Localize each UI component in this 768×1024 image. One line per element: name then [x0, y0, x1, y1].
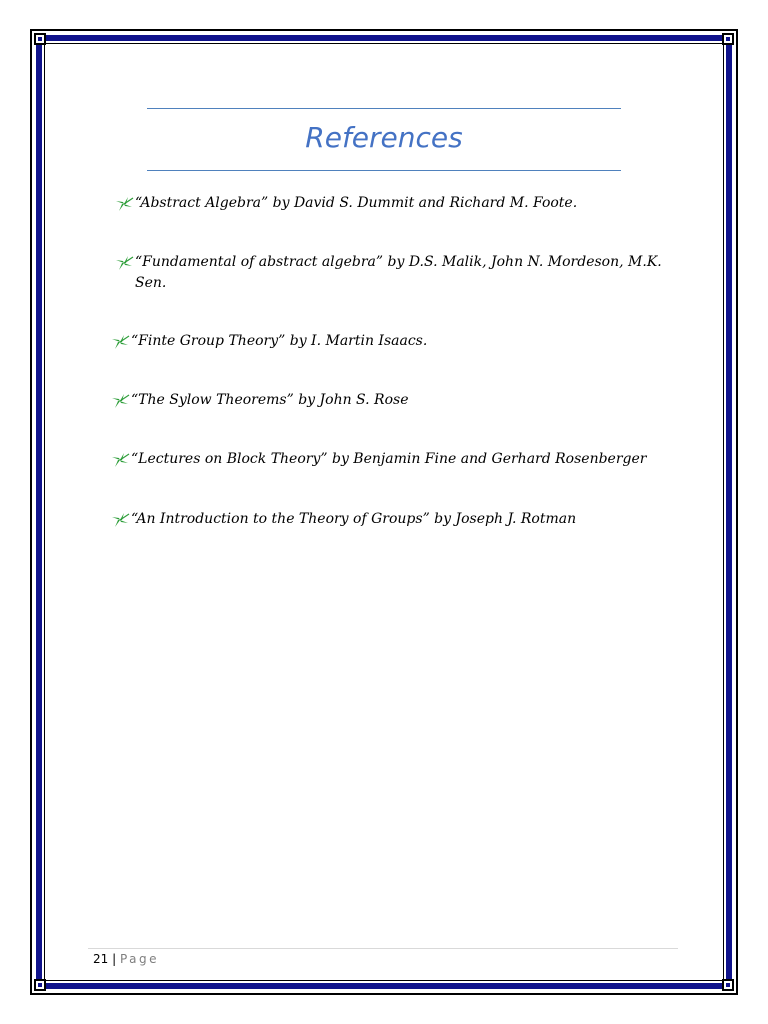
border-corner-bottom-right — [722, 979, 734, 991]
reference-text: “An Introduction to the Theory of Groups” by Joseph J. Rotman — [131, 511, 577, 527]
border-corner-top-right — [722, 33, 734, 45]
reference-item — [113, 252, 673, 294]
footer-separator: | — [112, 952, 117, 966]
green-star-bullet-icon — [109, 450, 131, 470]
reference-item — [109, 449, 679, 470]
heading-rule-bottom — [147, 170, 621, 171]
green-star-bullet-icon — [113, 194, 135, 214]
border-corner-top-left — [34, 33, 46, 45]
page-label: Page — [119, 952, 160, 966]
reference-item — [109, 390, 679, 411]
heading-rule-top — [147, 108, 621, 109]
reference-text: “The Sylow Theorems” by John S. Rose — [131, 392, 409, 408]
green-star-bullet-icon — [113, 253, 135, 273]
reference-item — [113, 193, 673, 214]
green-star-bullet-icon — [109, 510, 131, 530]
page-number: 21 — [93, 952, 109, 966]
reference-text: “Lectures on Block Theory” by Benjamin Fine and Gerhard Rosenberger — [131, 451, 647, 467]
page-title: References — [305, 121, 463, 154]
reference-item — [109, 331, 679, 352]
footer-rule — [88, 948, 678, 949]
reference-text: “Fundamental of abstract algebra” by D.S. Malik, John N. Mordeson, M.K. Sen. — [135, 254, 662, 291]
green-star-bullet-icon — [109, 391, 131, 411]
border-corner-bottom-left — [34, 979, 46, 991]
reference-text: “Abstract Algebra” by David S. Dummit and Richard M. Foote. — [135, 195, 578, 211]
page-footer — [93, 950, 159, 968]
reference-item — [109, 509, 679, 530]
green-star-bullet-icon — [109, 332, 131, 352]
reference-text: “Finte Group Theory” by I. Martin Isaacs. — [131, 333, 428, 349]
